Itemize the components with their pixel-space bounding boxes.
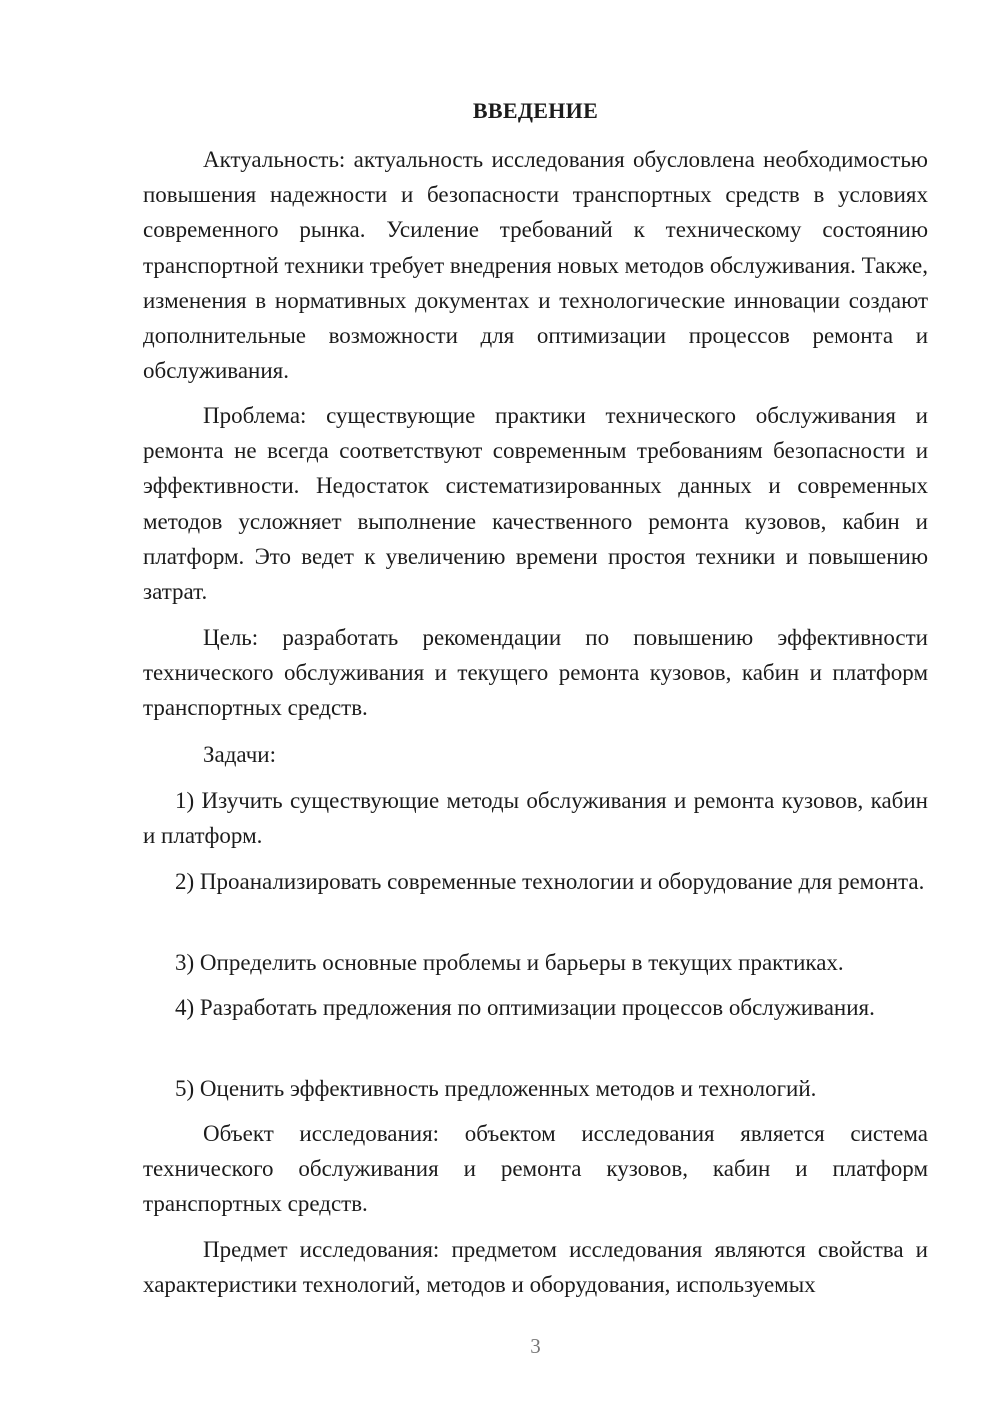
task-item-1: 1) Изучить существующие методы обслуживания и ремонта кузовов, кабин и платформ. [143,788,928,849]
tasks-heading: Задачи: [203,742,276,767]
task-item-4: 4) Разработать предложения по оптимизации процессов обслуживания. [175,995,875,1020]
page-number: 3 [530,1334,541,1358]
paragraph-subject: Предмет исследования: предметом исследования являются свойства и характеристики технологий, методов и оборудования, используемых [143,1237,928,1298]
task-item-3: 3) Определить основные проблемы и барьеры в текущих практиках. [175,950,844,975]
paragraph-relevance: Актуальность: актуальность исследования обусловлена необходимостью повышения надежности и безопасности транспортных средств в условиях современного рынка. Усиление требований к техническому состоянию транспортной техники требует внедрения новых методов обслуживания. Также, изменения в нормативных документах и технологические инновации создают дополнительные возможности для оптимизации процессов ремонта и обслуживания. [143,147,928,384]
paragraph-object: Объект исследования: объектом исследования является система технического обслуживания и ремонта кузовов, кабин и платформ транспортных средств. [143,1121,928,1217]
section-title: ВВЕДЕНИЕ [472,98,599,123]
task-item-2: 2) Проанализировать современные технологии и оборудование для ремонта. [175,869,925,894]
document-page [143,0,928,1414]
paragraph-problem: Проблема: существующие практики технического обслуживания и ремонта не всегда соответствуют современным требованиям безопасности и эффективности. Недостаток систематизированных данных и современных методов усложняет выполнение качественного ремонта кузовов, кабин и платформ. Это ведет к увеличению времени простоя техники и повышению затрат. [143,403,928,605]
task-item-5: 5) Оценить эффективность предложенных методов и технологий. [175,1076,817,1101]
paragraph-goal: Цель: разработать рекомендации по повышению эффективности технического обслуживания и текущего ремонта кузовов, кабин и платформ транспортных средств. [143,625,928,721]
